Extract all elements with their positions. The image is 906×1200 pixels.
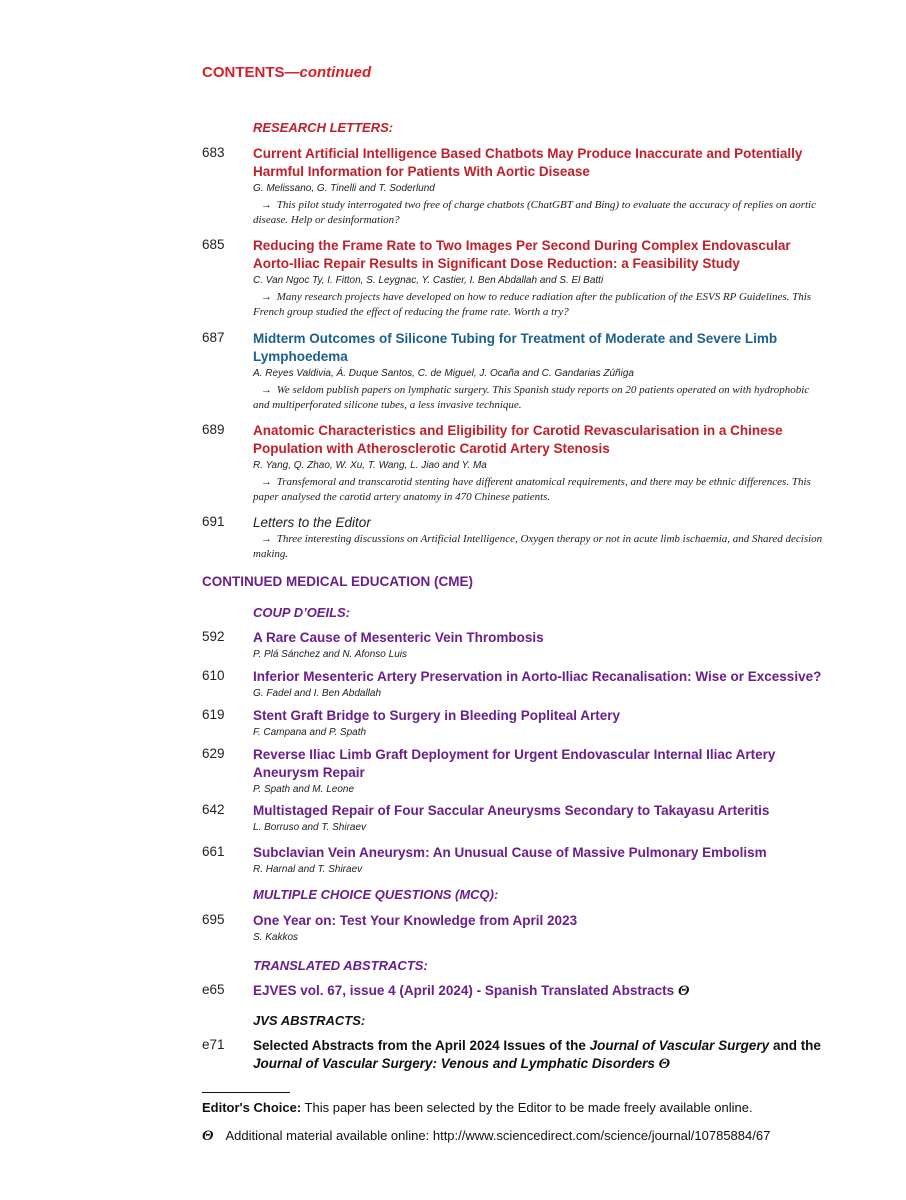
- article-title-link[interactable]: Current Artificial Intelligence Based Chatbots May Produce Inaccurate and Potentially Harmful Information for Patients With Aortic Disease: [253, 146, 803, 179]
- page-number: 610: [202, 668, 225, 683]
- arrow-icon: →: [261, 291, 272, 303]
- article-title-link[interactable]: Reducing the Frame Rate to Two Images Per Second During Complex Endovascular Aorto-Iliac Repair Results in Significant Dose Reduction: a Feasibility Study: [253, 238, 791, 271]
- arrow-icon: →: [261, 476, 272, 488]
- jvs-abstracts-heading: JVS ABSTRACTS:: [253, 1013, 366, 1028]
- page-number: 642: [202, 802, 225, 817]
- editor-summary: → Many research projects have developed on how to reduce radiation after the publication of the ESVS RP Guidelines. This French group studied the effect of reducing the frame rate. Worth a try?: [253, 291, 812, 318]
- page-number: 691: [202, 514, 225, 529]
- footnote-divider: [202, 1092, 290, 1093]
- online-material-note: [202, 1128, 770, 1145]
- editor-summary: → Transfemoral and transcarotid stenting have different anatomical requirements, and there may be ethnic differences. This paper analysed the carotid artery anatomy in 470 Chinese patients.: [253, 476, 811, 503]
- authors: F. Campana and P. Spath: [253, 727, 367, 738]
- mcq-heading: MULTIPLE CHOICE QUESTIONS (MCQ):: [253, 887, 499, 902]
- page-number: 683: [202, 145, 225, 160]
- coup-doeils-heading: COUP D’OEILS:: [253, 605, 351, 620]
- authors: S. Kakkos: [253, 932, 299, 943]
- authors: L. Borruso and T. Shiraev: [253, 822, 367, 833]
- authors: P. Spath and M. Leone: [253, 784, 355, 795]
- page-number: 695: [202, 912, 225, 927]
- page-number: 689: [202, 422, 225, 437]
- page-number: 685: [202, 237, 225, 252]
- page-number: 687: [202, 330, 225, 345]
- article-title-link[interactable]: Multistaged Repair of Four Saccular Aneurysms Secondary to Takayasu Arteritis: [253, 803, 770, 818]
- article-title-link[interactable]: Stent Graft Bridge to Surgery in Bleeding Popliteal Artery: [253, 708, 621, 723]
- article-title-link[interactable]: A Rare Cause of Mesenteric Vein Thrombosis: [253, 630, 544, 645]
- arrow-icon: →: [261, 384, 272, 396]
- cme-heading: CONTINUED MEDICAL EDUCATION (CME): [202, 574, 473, 589]
- authors: C. Van Ngoc Ty, I. Fitton, S. Leygnac, Y. Castier, I. Ben Abdallah and S. El Batti: [253, 275, 604, 286]
- article-title-link[interactable]: Inferior Mesenteric Artery Preservation in Aorto-Iliac Recanalisation: Wise or Excessive?: [253, 669, 822, 684]
- arrow-icon: →: [261, 533, 272, 545]
- page-number: 592: [202, 629, 225, 644]
- editors-choice-note: Editor's Choice: This paper has been selected by the Editor to be made freely available online.: [202, 1100, 753, 1115]
- editor-summary: → This pilot study interrogated two free of charge chatbots (ChatGBT and Bing) to evaluate the accuracy of replies on aortic disease. Help or desinformation?: [253, 199, 816, 226]
- translated-abstracts-heading: TRANSLATED ABSTRACTS:: [253, 958, 428, 973]
- authors: G. Melissano, G. Tinelli and T. Soderlund: [253, 183, 435, 194]
- article-title-link[interactable]: Reverse Iliac Limb Graft Deployment for Urgent Endovascular Internal Iliac Artery Aneurysm Repair: [253, 747, 776, 780]
- page-number: e71: [202, 1037, 225, 1052]
- arrow-icon: →: [261, 199, 272, 211]
- article-title-link[interactable]: Subclavian Vein Aneurysm: An Unusual Cause of Massive Pulmonary Embolism: [253, 845, 767, 860]
- online-material-icon: Θ: [202, 1128, 214, 1144]
- online-material-icon: Θ: [677, 983, 690, 999]
- authors: P. Plá Sánchez and N. Afonso Luis: [253, 649, 407, 660]
- page-number: 661: [202, 844, 225, 859]
- authors: G. Fadel and I. Ben Abdallah: [253, 688, 382, 699]
- article-title-link[interactable]: Midterm Outcomes of Silicone Tubing for Treatment of Moderate and Severe Limb Lymphoedema: [253, 331, 778, 364]
- article-title-link[interactable]: Selected Abstracts from the April 2024 Issues of the Journal of Vascular Surgery and the Journal of Vascular Surgery: Venous and Lymphatic Disorders Θ: [253, 1038, 821, 1072]
- article-title-link[interactable]: Letters to the Editor: [253, 515, 371, 530]
- page-title: CONTENTS—continued: [202, 64, 372, 81]
- article-title-link[interactable]: EJVES vol. 67, issue 4 (April 2024) - Spanish Translated Abstracts Θ: [253, 983, 690, 999]
- research-letters-heading: RESEARCH LETTERS:: [253, 120, 394, 135]
- page-number: 629: [202, 746, 225, 761]
- authors: A. Reyes Valdivia, Á. Duque Santos, C. de Miguel, J. Ocaña and C. Gandarias Zúñiga: [253, 368, 634, 379]
- online-material-icon: Θ: [658, 1056, 671, 1072]
- authors: R. Harnal and T. Shiraev: [253, 864, 363, 875]
- editor-summary: → We seldom publish papers on lymphatic surgery. This Spanish study reports on 20 patients operated on with hydrophobic and multiperforated silicone tubes, a less invasive technique.: [253, 384, 810, 411]
- article-title-link[interactable]: One Year on: Test Your Knowledge from April 2023: [253, 913, 578, 928]
- page-number: e65: [202, 982, 225, 997]
- journal-url[interactable]: Additional material available online: http://www.sciencedirect.com/science/journal/10785884/67: [225, 1128, 771, 1143]
- page-number: 619: [202, 707, 225, 722]
- editor-summary: → Three interesting discussions on Artificial Intelligence, Oxygen therapy or not in acute limb ischaemia, and Shared decision making.: [253, 533, 823, 560]
- authors: R. Yang, Q. Zhao, W. Xu, T. Wang, L. Jiao and Y. Ma: [253, 460, 487, 471]
- article-title-link[interactable]: Anatomic Characteristics and Eligibility for Carotid Revascularisation in a Chinese Population with Atherosclerotic Carotid Artery Stenosis: [253, 423, 783, 456]
